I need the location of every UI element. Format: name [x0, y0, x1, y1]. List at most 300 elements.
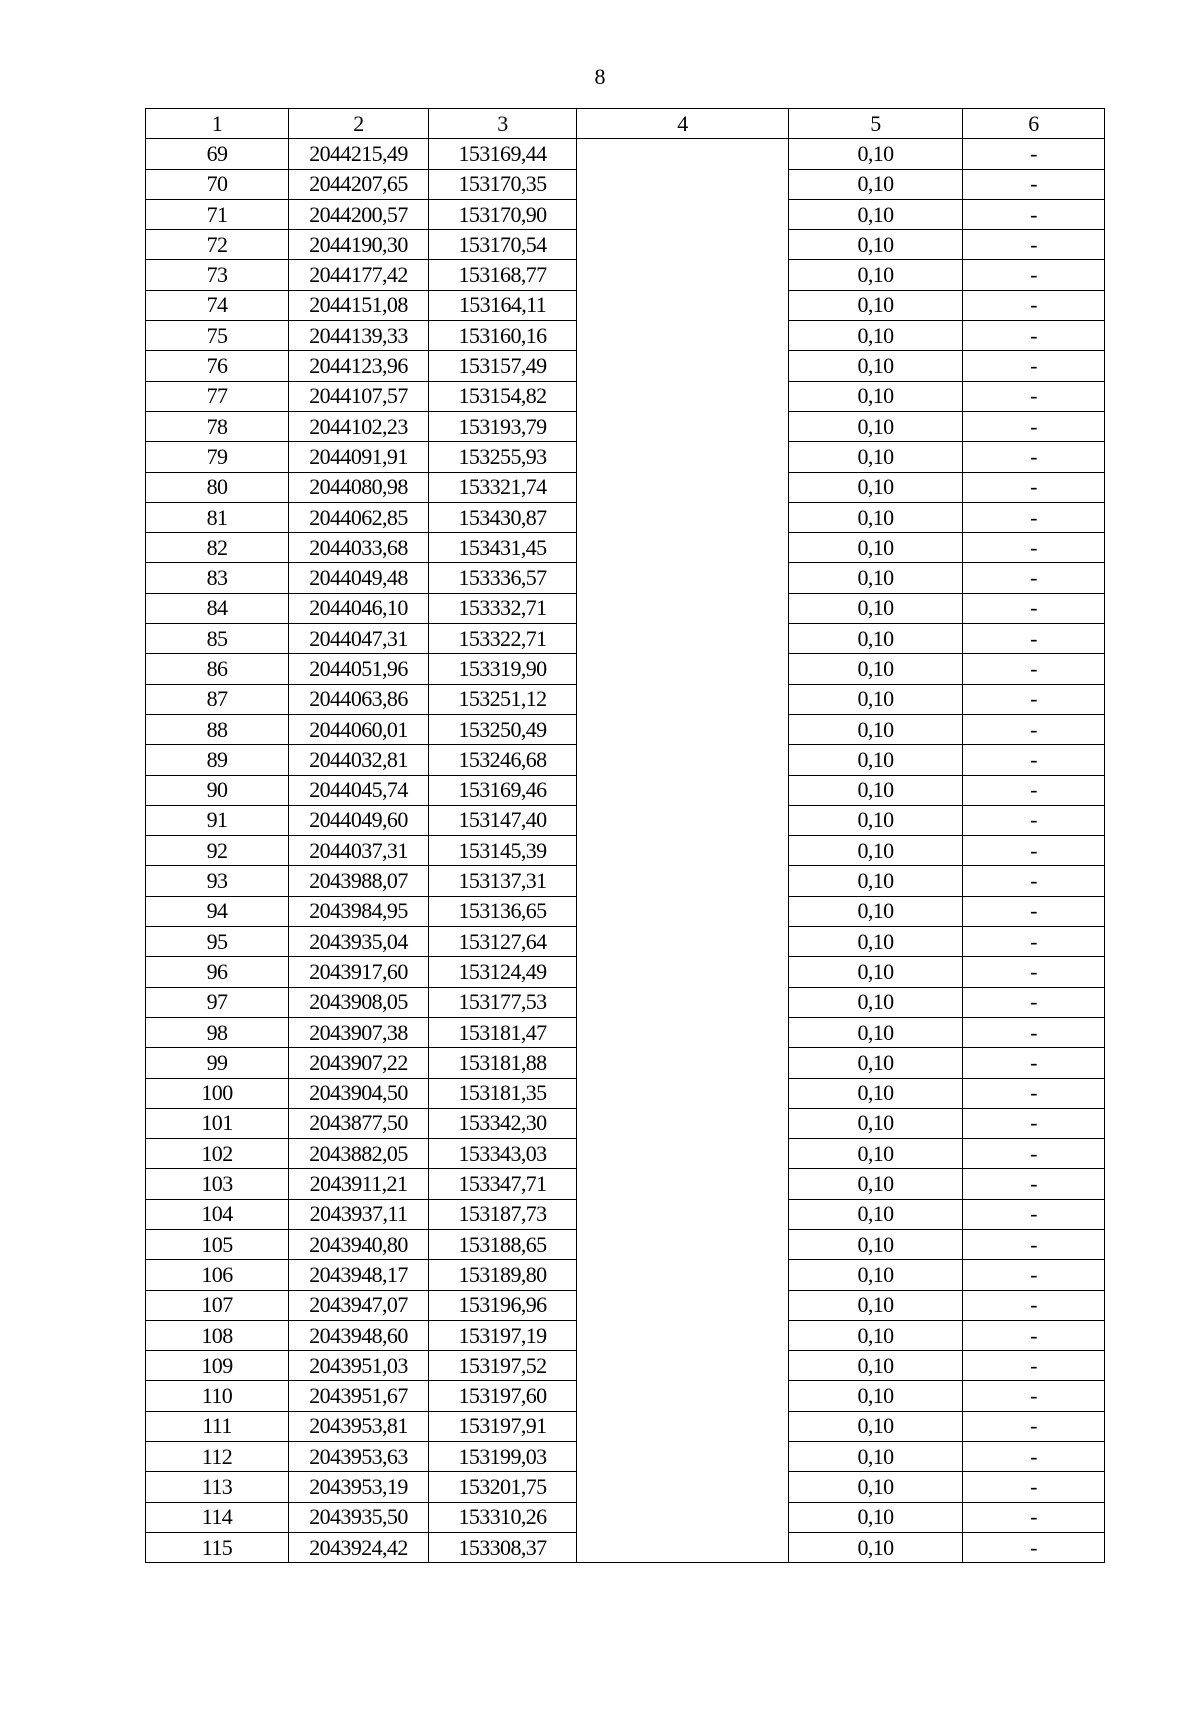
y-coordinate-cell: 153127,64: [429, 927, 577, 957]
column-6-cell: -: [963, 290, 1105, 320]
table-row: [146, 1078, 1105, 1108]
column-6-cell: -: [963, 1199, 1105, 1229]
column-4-cell: [577, 1199, 789, 1229]
column-4-cell: [577, 1351, 789, 1381]
table-row: [146, 1260, 1105, 1290]
point-number-cell: 98: [146, 1017, 289, 1047]
column-5-cell: 0,10: [789, 1260, 963, 1290]
x-coordinate-cell: 2043948,60: [289, 1320, 429, 1350]
point-number-cell: 91: [146, 805, 289, 835]
column-5-cell: 0,10: [789, 1320, 963, 1350]
point-number-cell: 106: [146, 1260, 289, 1290]
column-6-cell: -: [963, 1260, 1105, 1290]
point-number-cell: 81: [146, 502, 289, 532]
column-6-cell: -: [963, 1381, 1105, 1411]
column-4-cell: [577, 1108, 789, 1138]
point-number-cell: 72: [146, 230, 289, 260]
column-4-cell: [577, 260, 789, 290]
column-6-cell: -: [963, 593, 1105, 623]
column-5-cell: 0,10: [789, 1229, 963, 1259]
point-number-cell: 85: [146, 624, 289, 654]
point-number-cell: 80: [146, 472, 289, 502]
x-coordinate-cell: 2043947,07: [289, 1290, 429, 1320]
table-row: [146, 654, 1105, 684]
table-row: [146, 593, 1105, 623]
column-6-cell: -: [963, 1108, 1105, 1138]
x-coordinate-cell: 2044047,31: [289, 624, 429, 654]
point-number-cell: 75: [146, 321, 289, 351]
column-5-cell: 0,10: [789, 411, 963, 441]
table-row: [146, 836, 1105, 866]
column-header-2: 2: [289, 109, 429, 139]
point-number-cell: 104: [146, 1199, 289, 1229]
column-5-cell: 0,10: [789, 169, 963, 199]
column-6-cell: -: [963, 1442, 1105, 1472]
column-5-cell: 0,10: [789, 1472, 963, 1502]
point-number-cell: 78: [146, 411, 289, 441]
column-6-cell: -: [963, 927, 1105, 957]
column-5-cell: 0,10: [789, 1139, 963, 1169]
column-4-cell: [577, 1290, 789, 1320]
y-coordinate-cell: 153170,90: [429, 199, 577, 229]
point-number-cell: 92: [146, 836, 289, 866]
x-coordinate-cell: 2044091,91: [289, 442, 429, 472]
column-4-cell: [577, 927, 789, 957]
column-4-cell: [577, 745, 789, 775]
column-4-cell: [577, 866, 789, 896]
y-coordinate-cell: 153322,71: [429, 624, 577, 654]
x-coordinate-cell: 2043953,81: [289, 1411, 429, 1441]
x-coordinate-cell: 2044037,31: [289, 836, 429, 866]
column-4-cell: [577, 199, 789, 229]
column-5-cell: 0,10: [789, 1351, 963, 1381]
point-number-cell: 96: [146, 957, 289, 987]
y-coordinate-cell: 153196,96: [429, 1290, 577, 1320]
point-number-cell: 95: [146, 927, 289, 957]
y-coordinate-cell: 153332,71: [429, 593, 577, 623]
point-number-cell: 113: [146, 1472, 289, 1502]
x-coordinate-cell: 2043953,19: [289, 1472, 429, 1502]
y-coordinate-cell: 153319,90: [429, 654, 577, 684]
column-4-cell: [577, 714, 789, 744]
x-coordinate-cell: 2043951,67: [289, 1381, 429, 1411]
column-6-cell: -: [963, 987, 1105, 1017]
table-row: [146, 351, 1105, 381]
column-4-cell: [577, 1017, 789, 1047]
column-5-cell: 0,10: [789, 1442, 963, 1472]
column-4-cell: [577, 1229, 789, 1259]
x-coordinate-cell: 2044080,98: [289, 472, 429, 502]
table-row: [146, 139, 1105, 169]
column-4-cell: [577, 1139, 789, 1169]
table-row: [146, 896, 1105, 926]
column-6-cell: -: [963, 260, 1105, 290]
x-coordinate-cell: 2043951,03: [289, 1351, 429, 1381]
point-number-cell: 76: [146, 351, 289, 381]
x-coordinate-cell: 2044123,96: [289, 351, 429, 381]
column-6-cell: -: [963, 472, 1105, 502]
column-4-cell: [577, 1442, 789, 1472]
column-6-cell: -: [963, 351, 1105, 381]
column-6-cell: -: [963, 230, 1105, 260]
column-4-cell: [577, 442, 789, 472]
y-coordinate-cell: 153170,54: [429, 230, 577, 260]
column-6-cell: -: [963, 199, 1105, 229]
table-row: [146, 1017, 1105, 1047]
table-row: [146, 1442, 1105, 1472]
table-row: [146, 1199, 1105, 1229]
column-4-cell: [577, 1502, 789, 1532]
y-coordinate-cell: 153181,35: [429, 1078, 577, 1108]
point-number-cell: 114: [146, 1502, 289, 1532]
table-row: [146, 290, 1105, 320]
y-coordinate-cell: 153154,82: [429, 381, 577, 411]
column-6-cell: -: [963, 1078, 1105, 1108]
column-6-cell: -: [963, 533, 1105, 563]
column-5-cell: 0,10: [789, 381, 963, 411]
column-4-cell: [577, 957, 789, 987]
y-coordinate-cell: 153168,77: [429, 260, 577, 290]
column-4-cell: [577, 896, 789, 926]
column-6-cell: -: [963, 775, 1105, 805]
table-row: [146, 957, 1105, 987]
column-6-cell: -: [963, 896, 1105, 926]
table-row: [146, 1411, 1105, 1441]
coordinates-table: [145, 108, 1105, 1563]
column-4-cell: [577, 624, 789, 654]
y-coordinate-cell: 153197,91: [429, 1411, 577, 1441]
point-number-cell: 111: [146, 1411, 289, 1441]
x-coordinate-cell: 2043937,11: [289, 1199, 429, 1229]
x-coordinate-cell: 2044102,23: [289, 411, 429, 441]
column-5-cell: 0,10: [789, 502, 963, 532]
column-5-cell: 0,10: [789, 624, 963, 654]
table-header-row: [146, 109, 1105, 139]
point-number-cell: 112: [146, 1442, 289, 1472]
table-row: [146, 321, 1105, 351]
column-6-cell: -: [963, 1472, 1105, 1502]
point-number-cell: 109: [146, 1351, 289, 1381]
column-5-cell: 0,10: [789, 1199, 963, 1229]
y-coordinate-cell: 153197,52: [429, 1351, 577, 1381]
x-coordinate-cell: 2044139,33: [289, 321, 429, 351]
column-4-cell: [577, 987, 789, 1017]
column-6-cell: -: [963, 169, 1105, 199]
column-4-cell: [577, 836, 789, 866]
x-coordinate-cell: 2044151,08: [289, 290, 429, 320]
point-number-cell: 100: [146, 1078, 289, 1108]
point-number-cell: 115: [146, 1532, 289, 1562]
column-5-cell: 0,10: [789, 745, 963, 775]
column-6-cell: -: [963, 139, 1105, 169]
point-number-cell: 73: [146, 260, 289, 290]
column-4-cell: [577, 1411, 789, 1441]
point-number-cell: 86: [146, 654, 289, 684]
table-row: [146, 714, 1105, 744]
column-6-cell: -: [963, 563, 1105, 593]
y-coordinate-cell: 153197,60: [429, 1381, 577, 1411]
column-4-cell: [577, 381, 789, 411]
column-6-cell: -: [963, 442, 1105, 472]
x-coordinate-cell: 2044060,01: [289, 714, 429, 744]
column-5-cell: 0,10: [789, 714, 963, 744]
y-coordinate-cell: 153189,80: [429, 1260, 577, 1290]
point-number-cell: 70: [146, 169, 289, 199]
y-coordinate-cell: 153347,71: [429, 1169, 577, 1199]
table-row: [146, 442, 1105, 472]
column-6-cell: -: [963, 654, 1105, 684]
point-number-cell: 97: [146, 987, 289, 1017]
column-5-cell: 0,10: [789, 533, 963, 563]
column-4-cell: [577, 1532, 789, 1562]
y-coordinate-cell: 153197,19: [429, 1320, 577, 1350]
y-coordinate-cell: 153136,65: [429, 896, 577, 926]
table-row: [146, 1351, 1105, 1381]
y-coordinate-cell: 153431,45: [429, 533, 577, 563]
column-5-cell: 0,10: [789, 775, 963, 805]
x-coordinate-cell: 2043940,80: [289, 1229, 429, 1259]
x-coordinate-cell: 2043935,50: [289, 1502, 429, 1532]
table-row: [146, 230, 1105, 260]
point-number-cell: 107: [146, 1290, 289, 1320]
column-4-cell: [577, 1169, 789, 1199]
y-coordinate-cell: 153181,47: [429, 1017, 577, 1047]
point-number-cell: 77: [146, 381, 289, 411]
x-coordinate-cell: 2044045,74: [289, 775, 429, 805]
table-row: [146, 563, 1105, 593]
column-header-5: 5: [789, 109, 963, 139]
table-body: [146, 139, 1105, 1563]
column-6-cell: -: [963, 1320, 1105, 1350]
column-6-cell: -: [963, 502, 1105, 532]
y-coordinate-cell: 153124,49: [429, 957, 577, 987]
column-4-cell: [577, 1472, 789, 1502]
column-5-cell: 0,10: [789, 1078, 963, 1108]
x-coordinate-cell: 2044033,68: [289, 533, 429, 563]
column-6-cell: -: [963, 624, 1105, 654]
table-row: [146, 1472, 1105, 1502]
column-5-cell: 0,10: [789, 1169, 963, 1199]
x-coordinate-cell: 2044049,48: [289, 563, 429, 593]
y-coordinate-cell: 153343,03: [429, 1139, 577, 1169]
point-number-cell: 101: [146, 1108, 289, 1138]
y-coordinate-cell: 153199,03: [429, 1442, 577, 1472]
point-number-cell: 89: [146, 745, 289, 775]
column-6-cell: -: [963, 805, 1105, 835]
column-6-cell: -: [963, 1532, 1105, 1562]
column-6-cell: -: [963, 1502, 1105, 1532]
y-coordinate-cell: 153181,88: [429, 1048, 577, 1078]
column-4-cell: [577, 684, 789, 714]
x-coordinate-cell: 2043953,63: [289, 1442, 429, 1472]
column-5-cell: 0,10: [789, 351, 963, 381]
point-number-cell: 71: [146, 199, 289, 229]
column-5-cell: 0,10: [789, 1017, 963, 1047]
column-4-cell: [577, 805, 789, 835]
table-row: [146, 1229, 1105, 1259]
table-row: [146, 1108, 1105, 1138]
x-coordinate-cell: 2043877,50: [289, 1108, 429, 1138]
column-5-cell: 0,10: [789, 1048, 963, 1078]
table-row: [146, 169, 1105, 199]
table-row: [146, 199, 1105, 229]
column-5-cell: 0,10: [789, 927, 963, 957]
table-row: [146, 624, 1105, 654]
column-6-cell: -: [963, 321, 1105, 351]
y-coordinate-cell: 153310,26: [429, 1502, 577, 1532]
x-coordinate-cell: 2044200,57: [289, 199, 429, 229]
y-coordinate-cell: 153246,68: [429, 745, 577, 775]
x-coordinate-cell: 2044046,10: [289, 593, 429, 623]
point-number-cell: 99: [146, 1048, 289, 1078]
table-row: [146, 533, 1105, 563]
column-6-cell: -: [963, 381, 1105, 411]
table-row: [146, 927, 1105, 957]
column-5-cell: 0,10: [789, 866, 963, 896]
column-header-3: 3: [429, 109, 577, 139]
x-coordinate-cell: 2043907,38: [289, 1017, 429, 1047]
y-coordinate-cell: 153430,87: [429, 502, 577, 532]
x-coordinate-cell: 2043924,42: [289, 1532, 429, 1562]
column-4-cell: [577, 472, 789, 502]
table-row: [146, 745, 1105, 775]
column-header-6: 6: [963, 109, 1105, 139]
table-row: [146, 866, 1105, 896]
column-6-cell: -: [963, 745, 1105, 775]
table-row: [146, 1502, 1105, 1532]
table-row: [146, 684, 1105, 714]
column-6-cell: -: [963, 1290, 1105, 1320]
column-5-cell: 0,10: [789, 593, 963, 623]
column-5-cell: 0,10: [789, 260, 963, 290]
column-6-cell: -: [963, 866, 1105, 896]
y-coordinate-cell: 153170,35: [429, 169, 577, 199]
column-4-cell: [577, 1320, 789, 1350]
column-5-cell: 0,10: [789, 563, 963, 593]
y-coordinate-cell: 153308,37: [429, 1532, 577, 1562]
point-number-cell: 79: [146, 442, 289, 472]
point-number-cell: 103: [146, 1169, 289, 1199]
column-5-cell: 0,10: [789, 199, 963, 229]
point-number-cell: 94: [146, 896, 289, 926]
table-row: [146, 502, 1105, 532]
y-coordinate-cell: 153321,74: [429, 472, 577, 502]
column-6-cell: -: [963, 1048, 1105, 1078]
y-coordinate-cell: 153137,31: [429, 866, 577, 896]
column-5-cell: 0,10: [789, 321, 963, 351]
table-row: [146, 1290, 1105, 1320]
column-6-cell: -: [963, 684, 1105, 714]
x-coordinate-cell: 2044049,60: [289, 805, 429, 835]
x-coordinate-cell: 2044032,81: [289, 745, 429, 775]
column-4-cell: [577, 654, 789, 684]
x-coordinate-cell: 2043988,07: [289, 866, 429, 896]
y-coordinate-cell: 153177,53: [429, 987, 577, 1017]
y-coordinate-cell: 153251,12: [429, 684, 577, 714]
y-coordinate-cell: 153201,75: [429, 1472, 577, 1502]
y-coordinate-cell: 153164,11: [429, 290, 577, 320]
column-6-cell: -: [963, 1139, 1105, 1169]
table-row: [146, 1048, 1105, 1078]
column-4-cell: [577, 169, 789, 199]
y-coordinate-cell: 153250,49: [429, 714, 577, 744]
column-header-1: 1: [146, 109, 289, 139]
column-5-cell: 0,10: [789, 805, 963, 835]
column-4-cell: [577, 533, 789, 563]
column-4-cell: [577, 351, 789, 381]
column-4-cell: [577, 1078, 789, 1108]
x-coordinate-cell: 2044215,49: [289, 139, 429, 169]
point-number-cell: 110: [146, 1381, 289, 1411]
column-4-cell: [577, 593, 789, 623]
column-5-cell: 0,10: [789, 230, 963, 260]
table-row: [146, 411, 1105, 441]
y-coordinate-cell: 153255,93: [429, 442, 577, 472]
page-number: 8: [594, 64, 606, 89]
x-coordinate-cell: 2043882,05: [289, 1139, 429, 1169]
y-coordinate-cell: 153169,46: [429, 775, 577, 805]
column-4-cell: [577, 1260, 789, 1290]
point-number-cell: 74: [146, 290, 289, 320]
x-coordinate-cell: 2043911,21: [289, 1169, 429, 1199]
x-coordinate-cell: 2043908,05: [289, 987, 429, 1017]
x-coordinate-cell: 2043917,60: [289, 957, 429, 987]
column-5-cell: 0,10: [789, 1381, 963, 1411]
point-number-cell: 105: [146, 1229, 289, 1259]
x-coordinate-cell: 2044177,42: [289, 260, 429, 290]
table-row: [146, 260, 1105, 290]
column-4-cell: [577, 290, 789, 320]
column-6-cell: -: [963, 957, 1105, 987]
column-5-cell: 0,10: [789, 987, 963, 1017]
column-6-cell: -: [963, 1017, 1105, 1047]
x-coordinate-cell: 2044207,65: [289, 169, 429, 199]
column-5-cell: 0,10: [789, 139, 963, 169]
y-coordinate-cell: 153188,65: [429, 1229, 577, 1259]
x-coordinate-cell: 2043935,04: [289, 927, 429, 957]
table-row: [146, 987, 1105, 1017]
table-row: [146, 472, 1105, 502]
column-5-cell: 0,10: [789, 290, 963, 320]
column-4-cell: [577, 411, 789, 441]
column-4-cell: [577, 502, 789, 532]
y-coordinate-cell: 153145,39: [429, 836, 577, 866]
column-5-cell: 0,10: [789, 1290, 963, 1320]
column-6-cell: -: [963, 1351, 1105, 1381]
y-coordinate-cell: 153336,57: [429, 563, 577, 593]
column-4-cell: [577, 775, 789, 805]
point-number-cell: 102: [146, 1139, 289, 1169]
table-row: [146, 1169, 1105, 1199]
x-coordinate-cell: 2044107,57: [289, 381, 429, 411]
column-4-cell: [577, 1048, 789, 1078]
column-5-cell: 0,10: [789, 684, 963, 714]
column-5-cell: 0,10: [789, 442, 963, 472]
point-number-cell: 69: [146, 139, 289, 169]
column-6-cell: -: [963, 836, 1105, 866]
column-5-cell: 0,10: [789, 1411, 963, 1441]
point-number-cell: 90: [146, 775, 289, 805]
column-4-cell: [577, 230, 789, 260]
y-coordinate-cell: 153147,40: [429, 805, 577, 835]
point-number-cell: 88: [146, 714, 289, 744]
point-number-cell: 84: [146, 593, 289, 623]
column-6-cell: -: [963, 411, 1105, 441]
x-coordinate-cell: 2044062,85: [289, 502, 429, 532]
y-coordinate-cell: 153160,16: [429, 321, 577, 351]
column-4-cell: [577, 563, 789, 593]
point-number-cell: 108: [146, 1320, 289, 1350]
